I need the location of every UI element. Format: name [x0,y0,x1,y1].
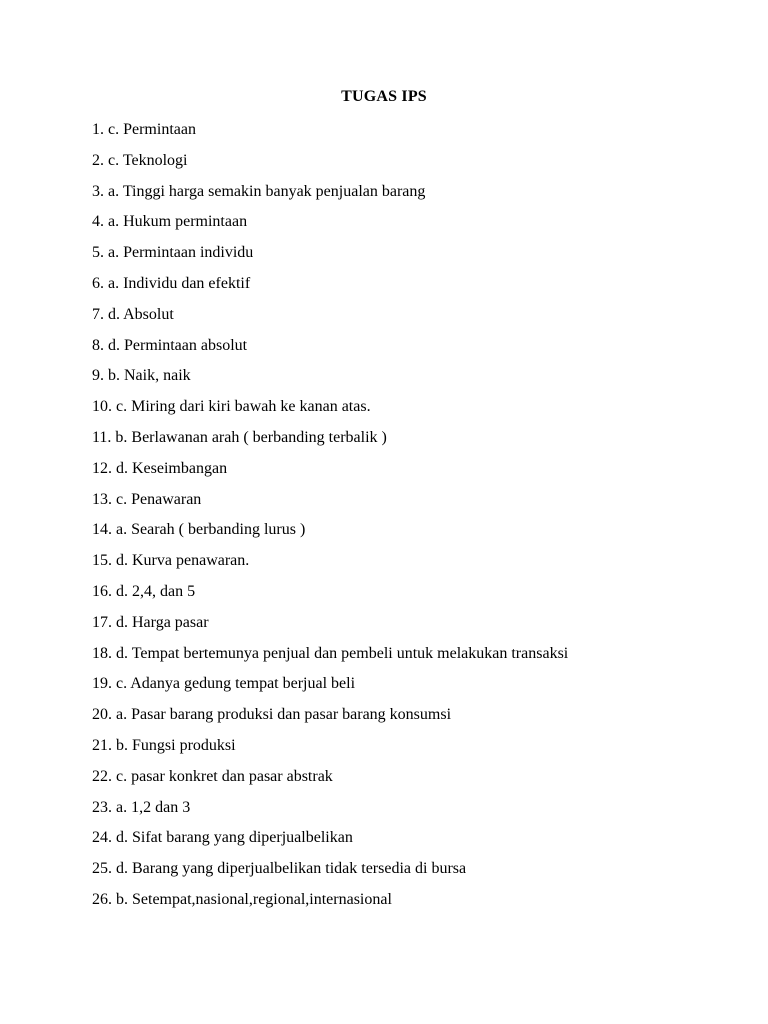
answer-list [92,118,732,919]
answer-item: 9. b. Naik, naik [92,367,191,385]
answer-item: 25. d. Barang yang diperjualbelikan tidak tersedia di bursa [92,860,467,878]
answer-item: 6. a. Individu dan efektif [92,274,251,292]
answer-item: 16. d. 2,4, dan 5 [92,582,196,600]
answer-item: 26. b. Setempat,nasional,regional,internasional [92,890,392,908]
answer-item: 15. d. Kurva penawaran. [92,552,250,570]
answer-item: 19. c. Adanya gedung tempat berjual beli [92,675,356,693]
answer-item: 3. a. Tinggi harga semakin banyak penjualan barang [92,182,426,200]
answer-item: 13. c. Penawaran [92,490,202,508]
answer-item: 17. d. Harga pasar [92,613,209,631]
answer-item: 10. c. Miring dari kiri bawah ke kanan atas. [92,398,371,416]
answer-item: 8. d. Permintaan absolut [92,336,248,354]
answer-item: 5. a. Permintaan individu [92,244,254,262]
answer-item: 22. c. pasar konkret dan pasar abstrak [92,767,333,785]
answer-item: 1. c. Permintaan [92,121,196,138]
answer-item: 18. d. Tempat bertemunya penjual dan pembeli untuk melakukan transaksi [92,644,569,662]
answer-item: 2. c. Teknologi [92,151,188,169]
answer-item: 20. a. Pasar barang produksi dan pasar barang konsumsi [92,706,452,724]
answer-item: 24. d. Sifat barang yang diperjualbelikan [92,829,353,847]
answer-item: 23. a. 1,2 dan 3 [92,798,191,816]
answer-item: 11. b. Berlawanan arah ( berbanding terbalik ) [92,428,387,446]
answer-item: 12. d. Keseimbangan [92,459,228,477]
answer-item: 21. b. Fungsi produksi [92,736,236,754]
answer-item: 14. a. Searah ( berbanding lurus ) [92,521,306,539]
answer-item: 4. a. Hukum permintaan [92,213,248,231]
page-title: TUGAS IPS [341,88,427,105]
answer-item: 7. d. Absolut [92,305,174,323]
